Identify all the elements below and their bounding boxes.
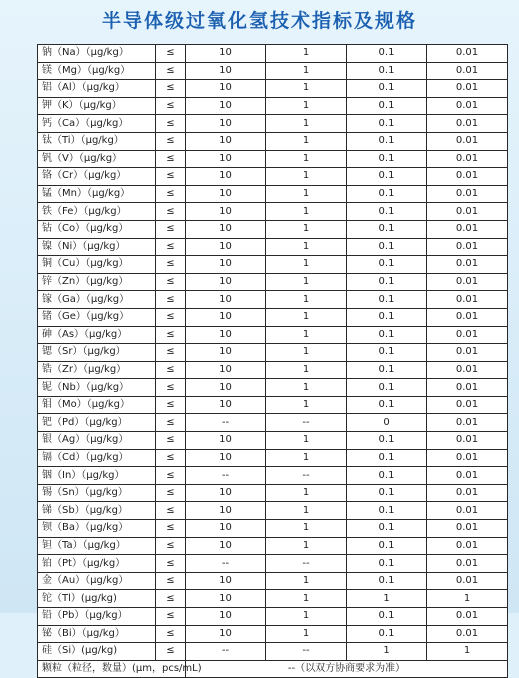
grade-value-cell: 0.1 <box>347 502 427 520</box>
grade-value-cell: 0.01 <box>427 291 508 309</box>
grade-value-cell: 0.1 <box>347 203 427 221</box>
item-name-cell: 镓（Ga）（μg/kg） <box>38 291 156 309</box>
grade-value-cell: 0.1 <box>347 572 427 590</box>
operator-cell: ≤ <box>156 449 186 467</box>
operator-cell: ≤ <box>156 414 186 432</box>
grade-value-cell: 0.1 <box>347 379 427 397</box>
grade-value-cell: 10 <box>186 115 266 133</box>
grade-value-cell: 0.01 <box>427 256 508 274</box>
grade-value-cell: 1 <box>266 291 347 309</box>
grade-value-cell: 1 <box>266 432 347 450</box>
grade-value-cell: 10 <box>186 572 266 590</box>
operator-cell: ≤ <box>156 97 186 115</box>
grade-value-cell: 10 <box>186 80 266 98</box>
table-row <box>38 256 508 274</box>
spec-table <box>37 44 508 678</box>
item-name-cell: 金（Au）（μg/kg） <box>38 572 156 590</box>
grade-value-cell: 0.01 <box>427 572 508 590</box>
table-row <box>38 590 508 608</box>
grade-value-cell: 0.01 <box>427 625 508 643</box>
operator-cell: ≤ <box>156 467 186 485</box>
grade-value-cell: 10 <box>186 396 266 414</box>
item-name-cell: 颗粒（粒径，数量）(μm，pcs/mL) <box>38 660 186 678</box>
grade-value-cell: 10 <box>186 537 266 555</box>
grade-value-cell: -- <box>186 643 266 661</box>
item-name-cell: 锌（Zn）（μg/kg） <box>38 273 156 291</box>
grade-value-cell: 10 <box>186 344 266 362</box>
item-name-cell: 钡（Ba）（μg/kg） <box>38 520 156 538</box>
item-name-cell: 钒（V）（μg/kg） <box>38 150 156 168</box>
grade-value-cell: 1 <box>266 396 347 414</box>
grade-value-cell: 0.1 <box>347 326 427 344</box>
page-title: 半导体级过氧化氢技术指标及规格 <box>101 10 417 32</box>
grade-value-cell: 0.01 <box>427 467 508 485</box>
grade-value-cell: 10 <box>186 150 266 168</box>
grade-value-cell: 1 <box>347 643 427 661</box>
grade-value-cell: 1 <box>266 220 347 238</box>
grade-value-cell: 0.01 <box>427 45 508 63</box>
item-name-cell: 钛（Ti）（μg/kg） <box>38 132 156 150</box>
grade-value-cell: 0.01 <box>427 150 508 168</box>
table-row <box>38 203 508 221</box>
grade-value-cell: 0.01 <box>427 203 508 221</box>
grade-value-cell: 0.01 <box>427 344 508 362</box>
item-name-cell: 镉（Cd）（μg/kg） <box>38 449 156 467</box>
item-name-cell: 钽（Ta）（μg/kg） <box>38 537 156 555</box>
operator-cell: ≤ <box>156 45 186 63</box>
grade-value-cell: 0.1 <box>347 132 427 150</box>
table-row <box>38 80 508 98</box>
grade-value-cell: 0.01 <box>427 555 508 573</box>
table-row <box>38 467 508 485</box>
grade-value-cell: 0.01 <box>427 308 508 326</box>
grade-value-cell: 0.1 <box>347 115 427 133</box>
table-row <box>38 150 508 168</box>
table-row <box>38 344 508 362</box>
grade-value-cell: 10 <box>186 220 266 238</box>
grade-value-cell: 1 <box>266 625 347 643</box>
table-row <box>38 502 508 520</box>
grade-value-cell: 0.1 <box>347 45 427 63</box>
grade-value-cell: -- <box>266 414 347 432</box>
grade-value-cell: 0.01 <box>427 97 508 115</box>
grade-value-cell: 10 <box>186 520 266 538</box>
grade-value-cell: 1 <box>427 643 508 661</box>
operator-cell: ≤ <box>156 484 186 502</box>
table-row <box>38 291 508 309</box>
table-row <box>38 238 508 256</box>
operator-cell: ≤ <box>156 361 186 379</box>
grade-value-cell: 1 <box>266 379 347 397</box>
grade-value-cell: 10 <box>186 238 266 256</box>
grade-value-cell: -- <box>186 414 266 432</box>
item-name-cell: 铟（In）（μg/kg） <box>38 467 156 485</box>
operator-cell: ≤ <box>156 625 186 643</box>
item-name-cell: 锶（Sr）（μg/kg） <box>38 344 156 362</box>
grade-value-cell: 0.1 <box>347 256 427 274</box>
operator-cell: ≤ <box>156 308 186 326</box>
grade-value-cell: 0.1 <box>347 396 427 414</box>
grade-value-cell: 0.01 <box>427 484 508 502</box>
table-row <box>38 308 508 326</box>
grade-value-cell: 0.01 <box>427 185 508 203</box>
grade-value-cell: 0.01 <box>427 379 508 397</box>
grade-value-cell: 0.1 <box>347 168 427 186</box>
grade-value-cell: 0.1 <box>347 608 427 626</box>
grade-value-cell: 10 <box>186 608 266 626</box>
grade-value-cell: -- <box>186 467 266 485</box>
table-row <box>38 625 508 643</box>
table-row <box>38 643 508 661</box>
grade-value-cell: 1 <box>266 185 347 203</box>
grade-value-cell: 1 <box>266 132 347 150</box>
grade-value-cell: 10 <box>186 97 266 115</box>
table-row <box>38 115 508 133</box>
spec-table-body <box>38 45 508 678</box>
table-row <box>38 220 508 238</box>
grade-value-cell: 1 <box>266 45 347 63</box>
table-row <box>38 361 508 379</box>
table-row <box>38 520 508 538</box>
item-name-cell: 钼（Mo）（μg/kg） <box>38 396 156 414</box>
grade-value-cell: 1 <box>347 590 427 608</box>
table-row <box>38 168 508 186</box>
operator-cell: ≤ <box>156 238 186 256</box>
table-row-particles <box>38 660 508 678</box>
grade-value-cell: 0.1 <box>347 80 427 98</box>
grade-value-cell: 0.01 <box>427 273 508 291</box>
grade-value-cell: 10 <box>186 432 266 450</box>
item-name-cell: 银（Ag）（μg/kg） <box>38 432 156 450</box>
item-name-cell: 镍（Ni）（μg/kg） <box>38 238 156 256</box>
grade-value-cell: 1 <box>266 62 347 80</box>
operator-cell: ≤ <box>156 150 186 168</box>
grade-value-cell: -- <box>266 467 347 485</box>
table-row <box>38 97 508 115</box>
table-row <box>38 273 508 291</box>
operator-cell: ≤ <box>156 273 186 291</box>
grade-value-cell: 0.01 <box>427 220 508 238</box>
item-name-cell: 铁（Fe）（μg/kg） <box>38 203 156 221</box>
item-name-cell: 铬（Cr）（μg/kg） <box>38 168 156 186</box>
table-row <box>38 132 508 150</box>
operator-cell: ≤ <box>156 132 186 150</box>
grade-value-cell: -- <box>186 555 266 573</box>
operator-cell: ≤ <box>156 115 186 133</box>
operator-cell: ≤ <box>156 203 186 221</box>
grade-value-cell: 10 <box>186 484 266 502</box>
grade-value-cell: 0.01 <box>427 238 508 256</box>
grade-value-cell: 0.1 <box>347 273 427 291</box>
grade-value-cell: 10 <box>186 168 266 186</box>
operator-cell: ≤ <box>156 590 186 608</box>
grade-value-cell: 0.1 <box>347 432 427 450</box>
operator-cell: ≤ <box>156 379 186 397</box>
grade-value-cell: 0.01 <box>427 414 508 432</box>
grade-value-cell: 0.01 <box>427 537 508 555</box>
grade-value-cell: 1 <box>266 308 347 326</box>
grade-value-cell: 1 <box>266 326 347 344</box>
operator-cell: ≤ <box>156 168 186 186</box>
operator-cell: ≤ <box>156 608 186 626</box>
operator-cell: ≤ <box>156 396 186 414</box>
item-name-cell: 锗（Ge）（μg/kg） <box>38 308 156 326</box>
table-row <box>38 379 508 397</box>
grade-value-cell: 0.01 <box>427 62 508 80</box>
grade-value-cell: 10 <box>186 291 266 309</box>
table-row <box>38 449 508 467</box>
grade-value-cell: 1 <box>266 97 347 115</box>
grade-value-cell: 1 <box>266 203 347 221</box>
grade-value-cell: 0.01 <box>427 326 508 344</box>
grade-value-cell: 0.01 <box>427 396 508 414</box>
grade-value-cell: 10 <box>186 45 266 63</box>
grade-value-cell: 0.01 <box>427 449 508 467</box>
grade-value-cell: 1 <box>266 590 347 608</box>
item-name-cell: 钾（K）（μg/kg） <box>38 97 156 115</box>
grade-value-cell: 0.1 <box>347 238 427 256</box>
grade-value-cell: 0.1 <box>347 150 427 168</box>
grade-value-cell: 10 <box>186 273 266 291</box>
operator-cell: ≤ <box>156 502 186 520</box>
operator-cell: ≤ <box>156 80 186 98</box>
item-name-cell: 铝（Al）（μg/kg） <box>38 80 156 98</box>
grade-value-cell: 1 <box>266 80 347 98</box>
grade-value-cell: 1 <box>266 502 347 520</box>
grade-value-cell: 0.1 <box>347 537 427 555</box>
grade-value-cell: 1 <box>266 344 347 362</box>
item-name-cell: 砷（As）（μg/kg） <box>38 326 156 344</box>
grade-value-cell: -- <box>266 643 347 661</box>
operator-cell: ≤ <box>156 572 186 590</box>
table-row <box>38 326 508 344</box>
grade-value-cell: 10 <box>186 590 266 608</box>
operator-cell: ≤ <box>156 62 186 80</box>
item-name-cell: 铂（Pt）（μg/kg） <box>38 555 156 573</box>
item-name-cell: 锡（Sn）（μg/kg） <box>38 484 156 502</box>
operator-cell: ≤ <box>156 220 186 238</box>
operator-cell: ≤ <box>156 291 186 309</box>
item-name-cell: 铌（Nb）（μg/kg） <box>38 379 156 397</box>
grade-value-cell: 1 <box>266 537 347 555</box>
grade-value-cell: 10 <box>186 625 266 643</box>
table-row <box>38 414 508 432</box>
grade-value-cell: 0.1 <box>347 291 427 309</box>
table-row <box>38 396 508 414</box>
operator-cell: ≤ <box>156 555 186 573</box>
operator-cell: ≤ <box>156 643 186 661</box>
grade-value-cell: 0.1 <box>347 520 427 538</box>
grade-value-cell: 1 <box>266 150 347 168</box>
grade-value-cell: 0.1 <box>347 62 427 80</box>
grade-value-cell: 0.1 <box>347 555 427 573</box>
grade-value-cell: 0.01 <box>427 361 508 379</box>
item-name-cell: 铜（Cu）（μg/kg） <box>38 256 156 274</box>
grade-value-cell: 10 <box>186 62 266 80</box>
grade-value-cell: 0.01 <box>427 608 508 626</box>
grade-value-cell: 10 <box>186 502 266 520</box>
operator-cell: ≤ <box>156 344 186 362</box>
grade-value-cell: 10 <box>186 256 266 274</box>
particles-value-cell: --（以双方协商要求为准） <box>186 660 508 678</box>
grade-value-cell: 1 <box>266 484 347 502</box>
grade-value-cell: 0.1 <box>347 625 427 643</box>
item-name-cell: 锰（Mn）（μg/kg） <box>38 185 156 203</box>
grade-value-cell: 10 <box>186 203 266 221</box>
grade-value-cell: 0.01 <box>427 168 508 186</box>
grade-value-cell: 10 <box>186 308 266 326</box>
grade-value-cell: 0.01 <box>427 432 508 450</box>
table-row <box>38 555 508 573</box>
grade-value-cell: 10 <box>186 326 266 344</box>
grade-value-cell: 0.1 <box>347 449 427 467</box>
table-row <box>38 572 508 590</box>
table-row <box>38 432 508 450</box>
grade-value-cell: 1 <box>266 608 347 626</box>
grade-value-cell: 1 <box>266 449 347 467</box>
operator-cell: ≤ <box>156 326 186 344</box>
item-name-cell: 铊（Tl）(μg/kg) <box>38 590 156 608</box>
table-row <box>38 185 508 203</box>
operator-cell: ≤ <box>156 256 186 274</box>
grade-value-cell: 1 <box>266 361 347 379</box>
grade-value-cell: 0.1 <box>347 220 427 238</box>
grade-value-cell: 0.1 <box>347 308 427 326</box>
operator-cell: ≤ <box>156 520 186 538</box>
grade-value-cell: 1 <box>266 520 347 538</box>
grade-value-cell: 0.01 <box>427 502 508 520</box>
grade-value-cell: -- <box>266 555 347 573</box>
grade-value-cell: 10 <box>186 361 266 379</box>
item-name-cell: 镁（Mg）（μg/kg） <box>38 62 156 80</box>
grade-value-cell: 0.1 <box>347 97 427 115</box>
item-name-cell: 锑（Sb）（μg/kg） <box>38 502 156 520</box>
grade-value-cell: 0 <box>347 414 427 432</box>
grade-value-cell: 10 <box>186 379 266 397</box>
grade-value-cell: 0.1 <box>347 467 427 485</box>
grade-value-cell: 0.1 <box>347 344 427 362</box>
grade-value-cell: 1 <box>266 115 347 133</box>
table-row <box>38 484 508 502</box>
grade-value-cell: 10 <box>186 132 266 150</box>
item-name-cell: 钯（Pd）（μg/kg） <box>38 414 156 432</box>
item-name-cell: 铋（Bi）（μg/kg） <box>38 625 156 643</box>
item-name-cell: 钴（Co）（μg/kg） <box>38 220 156 238</box>
table-row <box>38 608 508 626</box>
item-name-cell: 钠（Na）（μg/kg） <box>38 45 156 63</box>
grade-value-cell: 0.1 <box>347 185 427 203</box>
grade-value-cell: 0.01 <box>427 80 508 98</box>
grade-value-cell: 0.01 <box>427 132 508 150</box>
grade-value-cell: 1 <box>266 238 347 256</box>
grade-value-cell: 1 <box>266 168 347 186</box>
item-name-cell: 锆（Zr）（μg/kg） <box>38 361 156 379</box>
operator-cell: ≤ <box>156 185 186 203</box>
operator-cell: ≤ <box>156 432 186 450</box>
table-row <box>38 45 508 63</box>
item-name-cell: 钙（Ca）（μg/kg） <box>38 115 156 133</box>
table-row <box>38 62 508 80</box>
grade-value-cell: 10 <box>186 449 266 467</box>
grade-value-cell: 1 <box>266 273 347 291</box>
grade-value-cell: 0.1 <box>347 361 427 379</box>
grade-value-cell: 0.01 <box>427 520 508 538</box>
grade-value-cell: 10 <box>186 185 266 203</box>
item-name-cell: 硅（Si）(μg/kg) <box>38 643 156 661</box>
item-name-cell: 铅（Pb）（μg/kg） <box>38 608 156 626</box>
table-row <box>38 537 508 555</box>
grade-value-cell: 1 <box>266 572 347 590</box>
grade-value-cell: 0.1 <box>347 484 427 502</box>
grade-value-cell: 1 <box>427 590 508 608</box>
operator-cell: ≤ <box>156 537 186 555</box>
grade-value-cell: 0.01 <box>427 115 508 133</box>
grade-value-cell: 1 <box>266 256 347 274</box>
